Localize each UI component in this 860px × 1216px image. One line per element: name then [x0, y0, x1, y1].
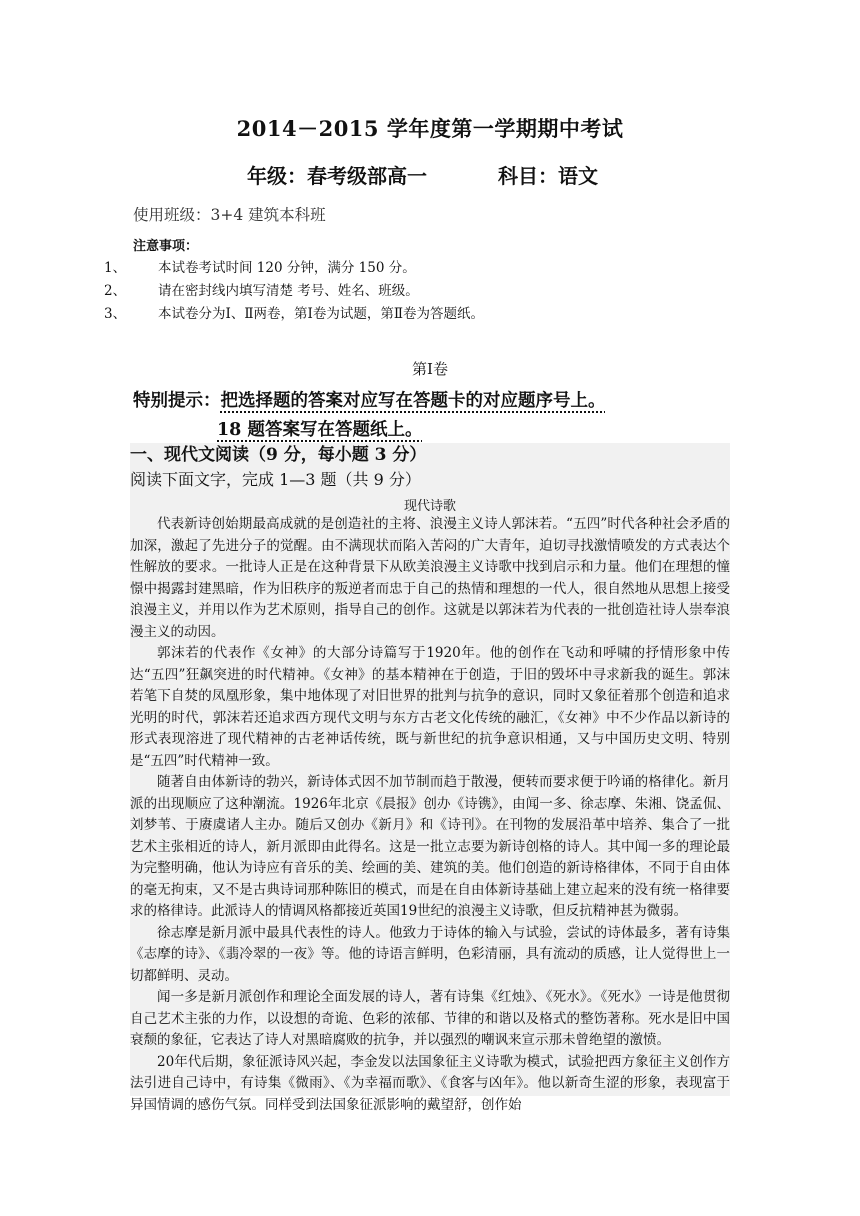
grade-label: 年级：春考级部高一 — [247, 164, 427, 188]
notice-number: 1、 — [104, 260, 127, 276]
notice-number: 2、 — [104, 283, 127, 299]
reading-passage — [130, 492, 730, 1113]
passage-paragraph: 徐志摩是新月派中最具代表性的诗人。他致力于诗体的输入与试验，尝试的诗体最多，著有诗集《志摩的诗》、《翡冷翠的一夜》等。他的诗语言鲜明，色彩清丽，具有流动的质感，让人觉得世上一切都鲜明、灵动。 — [130, 924, 730, 984]
notice-text: 本试卷考试时间 120 分钟，满分 150 分。 — [158, 260, 416, 276]
passage-paragraph: 郭沫若的代表作《女神》的大部分诗篇写于1920年。他的创作在飞动和呼啸的抒情形象中传达“五四”狂飙突进的时代精神。《女神》的基本精神在于创造，于旧的毁坏中寻求新我的诞生。郭沫若笔下自焚的凤凰形象，集中地体现了对旧世界的批判与抗争的意识，同时又象征着那个创造和追求光明的时代，郭沫若还追求西方现代文明与东方古老文化传统的融汇，《女神》中不少作品以新诗的形式表现溶进了现代精神的古老神话传统，既与新世纪的抗争意识相通，又与中国历史文明、特别是“五四”时代精神一致。 — [130, 645, 730, 769]
passage-paragraph: 20年代后期，象征派诗风兴起，李金发以法国象征主义诗歌为模式，试验把西方象征主义创作方法引进自己诗中，有诗集《微雨》、《为幸福而歌》、《食客与凶年》。他以新奇生涩的形象，表现富于异国情调的感伤气氛。同样受到法国象征派影响的戴望舒，创作始 — [130, 1053, 730, 1113]
exam-title: 2014－2015 学年度第一学期期中考试 — [236, 116, 624, 141]
class-usage: 使用班级：3+4 建筑本科班 — [133, 206, 326, 224]
hint-label: 特别提示： — [133, 391, 221, 411]
hint-text-2: 18 题答案写在答题纸上。 — [217, 420, 423, 440]
passage-paragraph: 随著自由体新诗的勃兴，新诗体式因不加节制而趋于散漫，便转而要求便于吟诵的格律化。新月派的出现顺应了这种潮流。1926年北京《晨报》创办《诗镌》，由闻一多、徐志摩、朱湘、饶孟侃、刘梦苇、于赓虞诸人主办。随后又创办《新月》和《诗刊》。在刊物的发展沿革中培养、集合了一批艺术主张相近的诗人，新月派即由此得名。这是一批立志要为新诗创格的诗人。其中闻一多的理论最为完整明确，他认为诗应有音乐的美、绘画的美、建筑的美。他们创造的新诗格律体，不同于自由体的毫无拘束，又不是古典诗词那种陈旧的模式，而是在自由体新诗基础上建立起来的没有统一格律要求的格律诗。此派诗人的情调风格都接近英国19世纪的浪漫主义诗歌，但反抗精神甚为微弱。 — [130, 774, 730, 919]
passage-paragraph: 代表新诗创始期最高成就的是创造社的主将、浪漫主义诗人郭沫若。“五四”时代各种社会矛盾的加深，激起了先进分子的觉醒。由不满现状而陷入苦闷的广大青年，迫切寻找激情喷发的方式表达个性解放的要求。一批诗人正是在这种背景下从欧美浪漫主义诗歌中找到启示和力量。他们在理想的憧憬中揭露封建黑暗，作为旧秩序的叛逆者而忠于自己的热情和理想的一代人，很自然地从思想上接受浪漫主义，并用以作为艺术原则，指导自己的创作。这就是以郭沫若为代表的一批创造社诗人崇奉浪漫主义的动因。 — [130, 516, 730, 640]
part-title: 第Ⅰ卷 — [412, 360, 448, 378]
passage-body — [130, 514, 730, 1116]
notice-text: 请在密封线内填写清楚 考号、姓名、班级。 — [158, 283, 419, 299]
subject-label: 科目：语文 — [498, 164, 598, 188]
passage-title: 现代诗歌 — [403, 499, 456, 514]
section-title: 一、现代文阅读（9 分，每小题 3 分） — [130, 443, 730, 468]
hint-text: 把选择题的答案对应写在答题卡的对应题序号上。 — [220, 391, 606, 411]
special-hint — [133, 387, 606, 412]
passage-paragraph: 闻一多是新月派创作和理论全面发展的诗人，著有诗集《红烛》、《死水》。《死水》一诗是他贯彻自己艺术主张的力作，以设想的奇诡、色彩的浓郁、节律的和谐以及格式的整饬著称。死水是旧中国衰颓的象征，它表达了诗人对黑暗腐败的抗争，并以强烈的嘲讽来宣示那未曾绝望的激愤。 — [130, 989, 730, 1048]
section-instruction: 阅读下面文字，完成 1—3 题（共 9 分） — [130, 468, 730, 492]
notice-number: 3、 — [104, 306, 127, 322]
notice-heading: 注意事项： — [133, 239, 199, 254]
notice-text: 本试卷分为Ⅰ、Ⅱ两卷，第Ⅰ卷为试题，第Ⅱ卷为答题纸。 — [158, 306, 485, 322]
